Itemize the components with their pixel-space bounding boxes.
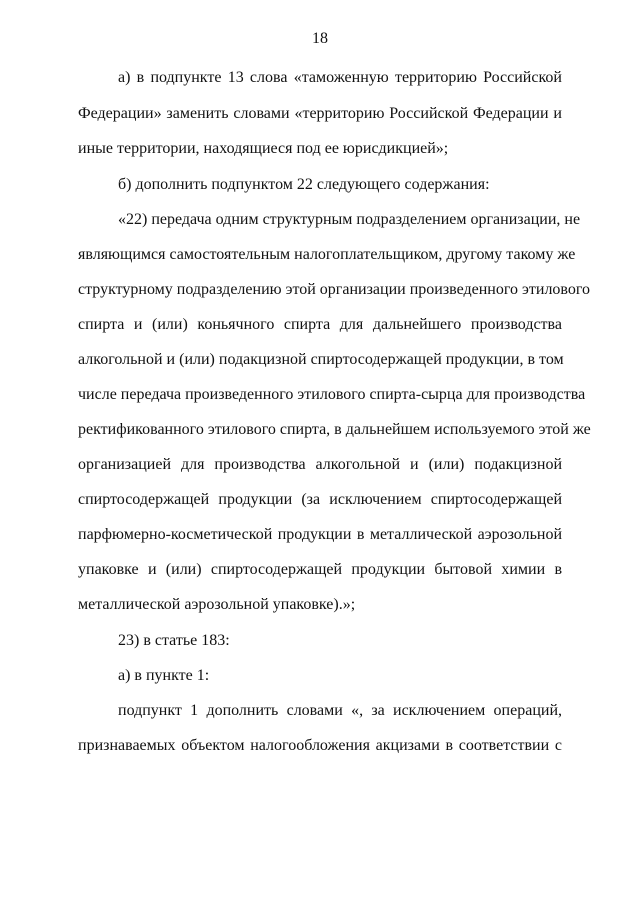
text-line-7: структурному подразделению этой организации произведенного этилового <box>78 281 591 298</box>
text-line-1: а) в подпункте 13 слова «таможенную территорию Российской <box>118 69 562 86</box>
text-line-18: а) в пункте 1: <box>118 667 210 684</box>
text-line-10: числе передача произведенного этилового спирта-сырца для производства <box>78 386 586 403</box>
text-line-9: алкогольной и (или) подакцизной спиртосодержащей продукции, в том <box>78 351 564 368</box>
text-line-19: подпункт 1 дополнить словами «, за исключением операций, <box>118 702 562 719</box>
text-line-5: «22) передача одним структурным подразделением организации, не <box>118 211 581 228</box>
text-line-16: металлической аэрозольной упаковке).»; <box>78 596 356 613</box>
text-line-15: упаковке и (или) спиртосодержащей продукции бытовой химии в <box>78 561 562 578</box>
text-line-11: ректификованного этилового спирта, в дальнейшем используемого этой же <box>78 421 591 438</box>
text-line-13: спиртосодержащей продукции (за исключением спиртосодержащей <box>78 491 562 508</box>
page-number: 18 <box>312 30 328 47</box>
text-line-2: Федерации» заменить словами «территорию Российской Федерации и <box>78 105 562 122</box>
text-line-8: спирта и (или) коньячного спирта для дальнейшего производства <box>78 316 562 333</box>
text-line-12: организацией для производства алкогольной и (или) подакцизной <box>78 456 562 473</box>
text-line-3: иные территории, находящиеся под ее юрисдикцией»; <box>78 140 449 157</box>
text-line-6: являющимся самостоятельным налогоплательщиком, другому такому же <box>78 246 576 263</box>
text-line-14: парфюмерно-косметической продукции в металлической аэрозольной <box>78 526 562 543</box>
text-line-4: б) дополнить подпунктом 22 следующего содержания: <box>118 176 490 193</box>
text-line-17: 23) в статье 183: <box>118 632 230 649</box>
text-line-20: признаваемых объектом налогообложения акцизами в соответствии с <box>78 737 562 754</box>
